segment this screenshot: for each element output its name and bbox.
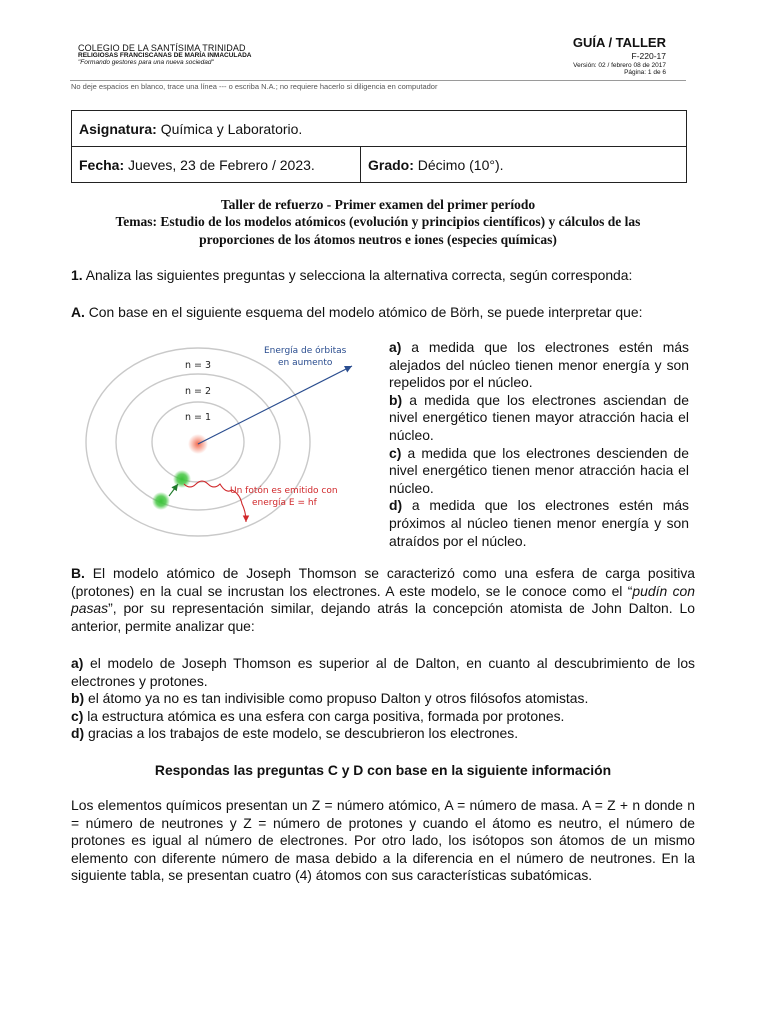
title-line-3: proporciones de los átomos neutros e iones (especies químicas) <box>199 231 557 247</box>
energy-label-1: Energía de órbitas <box>264 346 347 356</box>
question-b-letter: B. <box>71 565 85 581</box>
option-d-text: a medida que los electrones estén más próximos al núcleo tienen menor energía y son atraídos por el núcleo. <box>389 497 689 549</box>
title-line-1: Taller de refuerzo - Primer examen del primer período <box>220 197 536 212</box>
section-cd-paragraph: Los elementos químicos presentan un Z = número atómico, A = número de masa. A = Z + n donde n = número de neutrones y Z = número de protones y cuando el átomo es neutro, el número de protones es igual al número de electrones. Por otro lado, los isótopos son átomos de un mismo elemento con diferente número de masa debido a la diferencia en el número de neutrones. En la siguiente tabla, se presentan cuatro (4) átomos con sus características subatómicas. <box>71 797 695 883</box>
photon-label-2: energía E = hf <box>252 498 317 508</box>
worksheet-title <box>70 196 686 248</box>
option-b-d-text: gracias a los trabajos de este modelo, se descubrieron los electrones. <box>87 725 519 741</box>
question-a <box>71 304 695 322</box>
title-line-2: Temas: Estudio de los modelos atómicos (evolución y principios científicos) y cálculos de las <box>115 214 641 230</box>
option-a <box>389 339 689 392</box>
course-info-table <box>71 110 687 183</box>
document-version: Versión: 02 / febrero 08 de 2017 <box>573 61 666 69</box>
school-motto: "Formando gestores para una nueva sociedad" <box>78 59 214 67</box>
page-number: Página: 1 de 6 <box>624 68 666 76</box>
option-b <box>389 392 689 445</box>
subject-value: Química y Laboratorio. <box>160 120 303 137</box>
energy-arrow <box>198 366 352 444</box>
question-b <box>71 565 695 635</box>
date-label: Fecha: <box>79 156 125 173</box>
question-b-text-1: El modelo atómico de Joseph Thomson se caracterizó como una esfera de carga positiva (protones) en la cual se incrustan los electrones. A este modelo, se le conoce como el “ <box>71 565 695 599</box>
option-d <box>389 497 689 550</box>
date-value: Jueves, 23 de Febrero / 2023. <box>128 156 315 173</box>
option-b-b <box>71 690 695 708</box>
electron-n2 <box>173 470 191 488</box>
school-header <box>78 44 251 67</box>
option-b-c <box>71 708 695 726</box>
question-b-options <box>71 655 695 743</box>
document-type: GUÍA / TALLER <box>572 35 666 50</box>
orbit-label-n1: n = 1 <box>185 412 212 423</box>
energy-label-2: en aumento <box>278 358 333 368</box>
option-c <box>389 445 689 498</box>
option-b-text: a medida que los electrones asciendan de nivel energético tienen mayor atracción hacia el núcleo. <box>389 391 690 443</box>
question-b-italic: pudín con pasas <box>71 582 695 616</box>
option-b-d-letter: d) <box>71 725 85 741</box>
question-b-text-2: ”, por su representación similar, dejando atrás la concepción atomista de John Dalton. Lo anterior, permite analizar que: <box>71 600 695 634</box>
question-a-text: Con base en el siguiente esquema del modelo atómico de Börh, se puede interpretar que: <box>88 304 643 320</box>
question-1-number: 1. <box>71 267 83 283</box>
school-name: COLEGIO DE LA SANTÍSIMA TRINIDAD <box>78 43 246 53</box>
option-b-b-text: el átomo ya no es tan indivisible como propuso Dalton y otros filósofos atomistas. <box>87 690 589 706</box>
congregation-name: RELIGIOSAS FRANCISCANAS DE MARÍA INMACULADA <box>78 52 252 60</box>
option-b-d <box>71 725 695 743</box>
fill-instructions: No deje espacios en blanco, trace una línea --- o escriba N.A.; no requiere hacerlo si diligencia en computador <box>71 82 438 91</box>
subject-label: Asignatura: <box>79 120 157 137</box>
photon-label-1: Un fotón es emitido con <box>230 486 338 496</box>
option-a-text: a medida que los electrones estén más alejados del núcleo tienen menor energía y son repelidos por el núcleo. <box>389 339 689 391</box>
bohr-model-diagram <box>80 338 380 548</box>
document-code: F-220-17 <box>631 51 666 62</box>
date-grade-row <box>72 146 686 182</box>
option-b-b-letter: b) <box>71 690 85 706</box>
header-divider <box>70 80 686 81</box>
option-d-letter: d) <box>389 497 403 514</box>
question-1-text: Analiza las siguientes preguntas y selecciona la alternativa correcta, según corresponda: <box>85 267 633 283</box>
document-control <box>573 36 666 76</box>
question-a-options <box>389 339 689 550</box>
option-b-a <box>71 655 695 690</box>
orbit-label-n2: n = 2 <box>185 386 212 397</box>
question-a-letter: A. <box>71 304 85 320</box>
option-b-c-letter: c) <box>71 707 84 724</box>
option-b-a-text: el modelo de Joseph Thomson es superior al de Dalton, en cuanto al descubrimiento de los electrones y protones. <box>71 655 696 689</box>
electron-transition-arrow <box>169 484 178 496</box>
option-c-letter: c) <box>389 444 402 461</box>
orbit-label-n3: n = 3 <box>185 360 212 371</box>
option-a-letter: a) <box>389 339 402 355</box>
subject-row <box>72 111 686 146</box>
grade-label: Grado: <box>368 156 414 173</box>
option-b-a-letter: a) <box>71 655 84 671</box>
option-b-c-text: la estructura atómica es una esfera con carga positiva, formada por protones. <box>87 707 565 724</box>
electron-n3 <box>152 492 170 510</box>
option-b-letter: b) <box>389 391 403 408</box>
section-cd-heading: Respondas las preguntas C y D con base en la siguiente información <box>154 762 612 778</box>
option-c-text: a medida que los electrones descienden de nivel energético tienen menor atracción hacia el núcleo. <box>389 444 690 496</box>
grade-value: Décimo (10°). <box>417 156 504 173</box>
question-1 <box>71 267 695 285</box>
